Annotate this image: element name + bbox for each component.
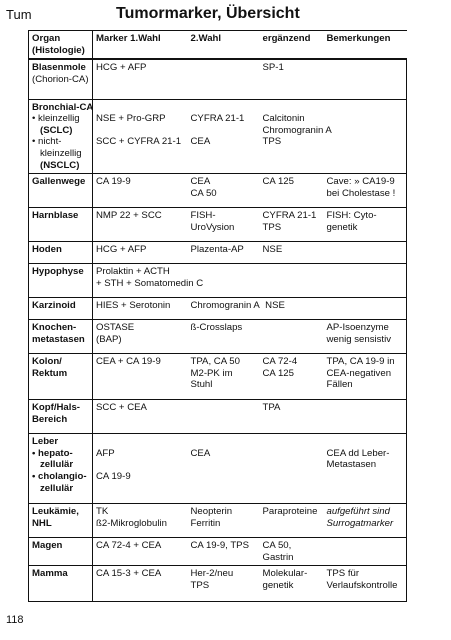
table-row — [29, 99, 407, 174]
row-marker-2: Neopterin Ferritin — [190, 506, 233, 529]
row-organ: Bronchial-CA • kleinzellig (SCLC) • nicht- kleinzellig (NSCLC) — [29, 99, 93, 174]
table-row — [29, 434, 407, 504]
row-marker-1: CA 19-9 — [96, 176, 131, 188]
table-header-row — [29, 31, 407, 60]
row-ergaenzend: CA 125 — [262, 176, 294, 188]
table-row — [29, 504, 407, 538]
table-row — [29, 400, 407, 434]
header-organ: Organ (Histologie) — [29, 31, 93, 60]
row-ergaenzend: CYFRA 21-1 TPS — [262, 210, 317, 233]
running-header-label: Tum — [6, 7, 32, 22]
row-ergaenzend: Paraproteine — [262, 506, 318, 518]
header-ergaenzend: ergänzend — [262, 33, 311, 44]
table-row — [29, 354, 407, 400]
header-marker-1: Marker 1.Wahl — [96, 33, 161, 44]
row-marker-2: CA 19-9, TPS — [190, 540, 249, 552]
tumormarker-table — [28, 30, 407, 602]
row-marker-2: ß-Crosslaps — [190, 322, 243, 334]
row-organ: Leber • hepato- zellulär • cholangio- zellulär — [29, 434, 93, 504]
row-organ: Karzinoid — [29, 298, 93, 320]
row-marker-2: Plazenta-AP — [190, 244, 244, 256]
header-marker-2: 2.Wahl — [190, 33, 222, 44]
row-organ: Knochen- metastasen — [29, 320, 93, 354]
page-number: 118 — [6, 614, 24, 626]
table-row — [29, 242, 407, 264]
row-ergaenzend: NSE — [265, 300, 285, 312]
row-marker-2: CEA CA 50 — [190, 176, 217, 199]
row-bemerkung: TPS für Verlaufskontrolle — [324, 566, 407, 602]
row-ergaenzend: SP-1 — [262, 62, 284, 74]
row-ergaenzend: TPA — [262, 402, 281, 414]
row-ergaenzend: CA 50, Gastrin — [262, 540, 294, 563]
row-ergaenzend: NSE — [262, 244, 283, 256]
row-bemerkung — [324, 400, 407, 434]
table-row — [29, 320, 407, 354]
row-ergaenzend: CA 72-4 CA 125 — [262, 356, 298, 379]
row-organ: Mamma — [29, 566, 93, 602]
table-row — [29, 566, 407, 602]
row-organ: Hoden — [29, 242, 93, 264]
table-row — [29, 174, 407, 208]
row-organ: Kolon/ Rektum — [29, 354, 93, 400]
row-marker-1: HIES + Serotonin — [96, 300, 171, 312]
row-marker-1: AFP CA 19-9 — [96, 447, 131, 483]
table-row — [29, 264, 407, 298]
table-row — [29, 538, 407, 566]
row-bemerkung — [324, 99, 407, 174]
row-ergaenzend: Calcitonin Chromogranin A TPS — [262, 113, 332, 148]
row-organ: Hypophyse — [29, 264, 93, 298]
row-marker-2: Chromogranin A NSE — [190, 300, 285, 312]
row-marker-2: CYFRA 21-1 CEA — [190, 113, 245, 148]
row-marker-1: NSE + Pro-GRP SCC + CYFRA 21-1 — [96, 113, 182, 148]
table-row — [29, 208, 407, 242]
row-marker-1: CA 72-4 + CEA — [96, 540, 162, 552]
row-bemerkung: AP-Isoenzyme wenig sensistiv — [324, 320, 407, 354]
page-title: Tumormarker, Übersicht — [116, 5, 300, 22]
row-organ: Blasenmole (Chorion-CA) — [29, 59, 93, 99]
row-bemerkung: aufgeführt sind Surrogatmarker — [324, 504, 407, 538]
row-ergaenzend — [260, 434, 324, 504]
row-marker-1: HCG + AFP — [96, 62, 147, 74]
row-marker-1: OSTASE (BAP) — [96, 322, 135, 345]
row-marker-1: TK ß2-Mikroglobulin — [96, 506, 167, 529]
row-marker-1: CA 15-3 + CEA — [96, 568, 162, 580]
row-organ: Leukämie, NHL — [29, 504, 93, 538]
row-marker-2: CEA — [190, 447, 211, 459]
row-bemerkung — [324, 538, 407, 566]
row-marker-2: FISH- UroVysion — [190, 210, 235, 233]
row-bemerkung — [324, 298, 407, 320]
row-organ: Harnblase — [29, 208, 93, 242]
row-marker-2: Her-2/neu TPS — [190, 568, 234, 592]
row-ergaenzend — [260, 320, 324, 354]
row-bemerkung: FISH: Cyto- genetik — [324, 208, 407, 242]
row-bemerkung — [324, 59, 407, 99]
row-marker-1: SCC + CEA — [96, 402, 147, 414]
row-organ: Kopf/Hals- Bereich — [29, 400, 93, 434]
row-organ: Gallenwege — [29, 174, 93, 208]
table-row — [29, 59, 407, 99]
row-ergaenzend: Molekular- genetik — [262, 568, 308, 592]
row-marker-1: Prolaktin + ACTH + STH + Somatomedin C — [93, 264, 407, 298]
row-bemerkung: Cave: » CA19-9 bei Cholestase ! — [324, 174, 407, 208]
row-marker-2 — [188, 400, 260, 434]
row-bemerkung: CEA dd Leber- Metastasen — [324, 434, 407, 504]
row-marker-2: TPA, CA 50 M2-PK im Stuhl — [190, 356, 240, 391]
row-organ: Magen — [29, 538, 93, 566]
row-marker-1: HCG + AFP — [96, 244, 147, 256]
header-bemerkungen: Bemerkungen — [326, 33, 391, 44]
table-row — [29, 298, 407, 320]
row-bemerkung — [324, 242, 407, 264]
row-bemerkung: TPA, CA 19-9 in CEA-negativen Fällen — [324, 354, 407, 400]
row-marker-1: NMP 22 + SCC — [96, 210, 162, 222]
row-marker-2 — [188, 59, 260, 99]
row-marker-1: CEA + CA 19-9 — [96, 356, 161, 368]
